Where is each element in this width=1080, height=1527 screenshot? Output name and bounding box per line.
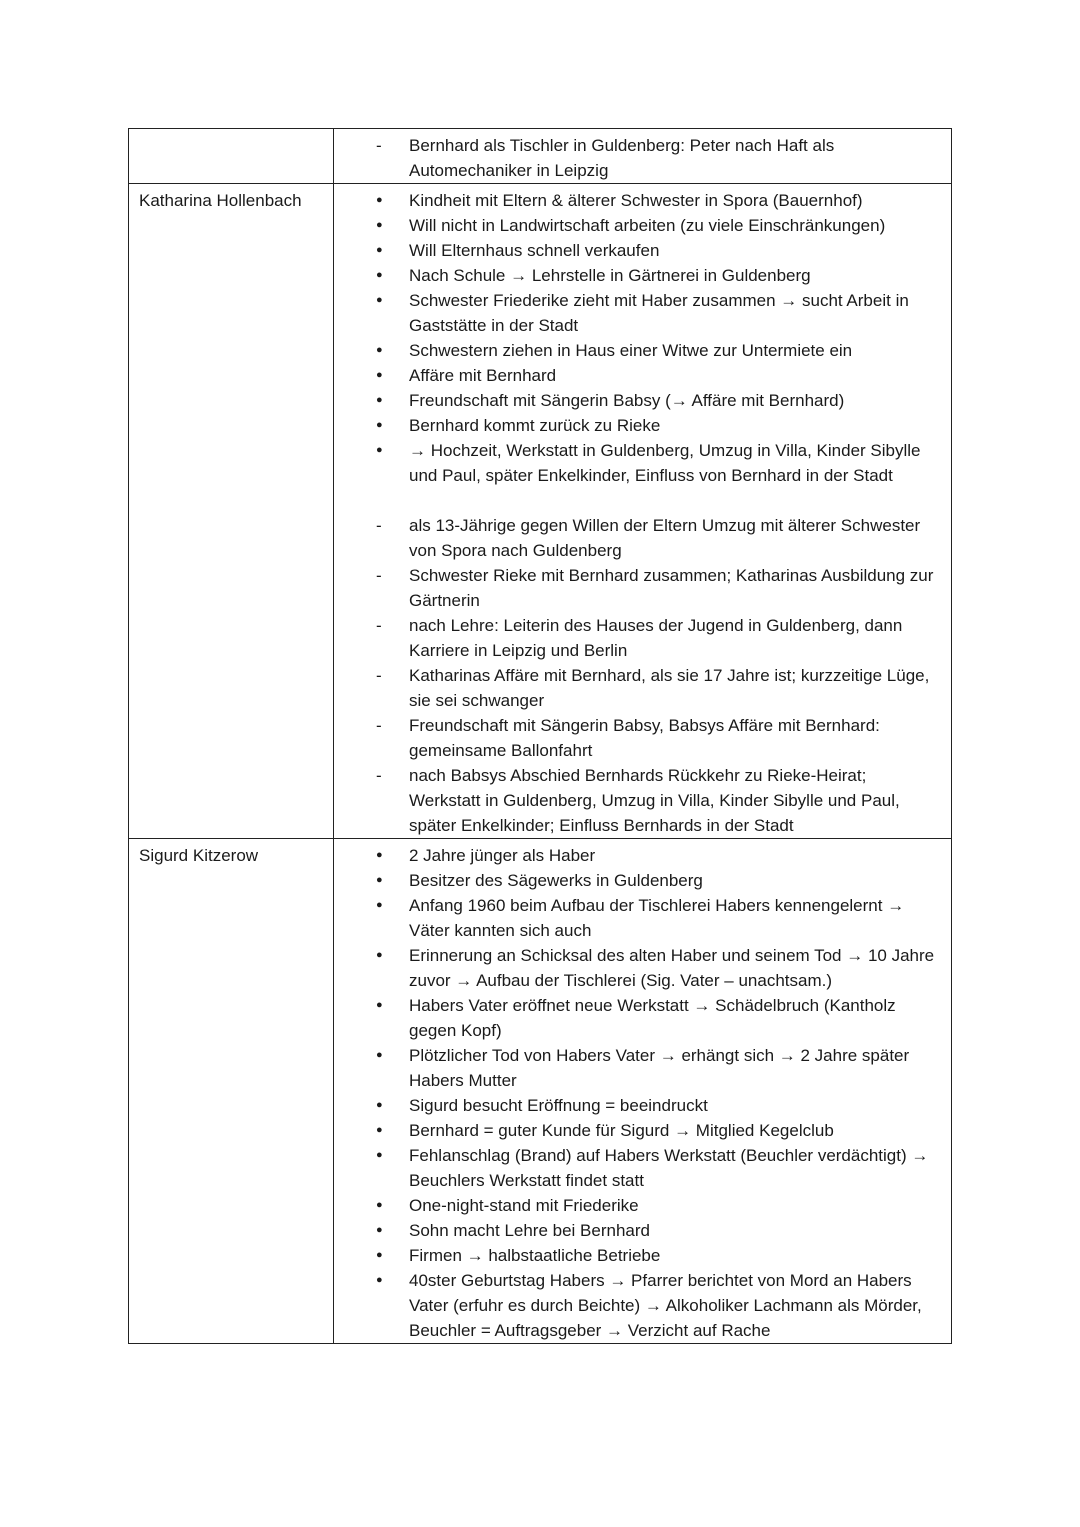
list-item: ● Plötzlicher Tod von Habers Vater → erhängt sich → 2 Jahre später Habers Mutter — [334, 1043, 941, 1093]
character-name: Sigurd Kitzerow — [139, 846, 259, 865]
list-item: - Katharinas Affäre mit Bernhard, als sie 17 Jahre ist; kurzzeitige Lüge, sie sei schwanger — [334, 663, 941, 713]
table-row — [129, 184, 952, 839]
list-item: ● Schwester Friederike zieht mit Haber zusammen → sucht Arbeit in Gaststätte in der Stadt — [334, 288, 941, 338]
notes-list — [334, 839, 951, 1343]
list-item: - Schwester Rieke mit Bernhard zusammen; Katharinas Ausbildung zur Gärtnerin — [334, 563, 941, 613]
character-notes-cell — [334, 129, 952, 184]
list-item: ● Freundschaft mit Sängerin Babsy (→ Affäre mit Bernhard) — [334, 388, 941, 413]
list-item: ● Fehlanschlag (Brand) auf Habers Werkstatt (Beuchler verdächtigt) → Beuchlers Werkstatt findet statt — [334, 1143, 941, 1193]
list-item: - nach Lehre: Leiterin des Hauses der Jugend in Guldenberg, dann Karriere in Leipzig und Berlin — [334, 613, 941, 663]
list-item: ● Will Elternhaus schnell verkaufen — [334, 238, 941, 263]
list-item: - Freundschaft mit Sängerin Babsy, Babsys Affäre mit Bernhard: gemeinsame Ballonfahrt — [334, 713, 941, 763]
list-item: ● → Hochzeit, Werkstatt in Guldenberg, Umzug in Villa, Kinder Sibylle und Paul, später Enkelkinder, Einfluss von Bernhard in der Stadt — [334, 438, 941, 488]
list-item: ● Firmen → halbstaatliche Betriebe — [334, 1243, 941, 1268]
list-item: ● Schwestern ziehen in Haus einer Witwe zur Untermiete ein — [334, 338, 941, 363]
list-item: ● Anfang 1960 beim Aufbau der Tischlerei Habers kennengelernt → Väter kannten sich auch — [334, 893, 941, 943]
character-notes-cell — [334, 839, 952, 1344]
list-item: ● Kindheit mit Eltern & älterer Schwester in Spora (Bauernhof) — [334, 188, 941, 213]
list-item: ● Sigurd besucht Eröffnung = beeindruckt — [334, 1093, 941, 1118]
list-item: ● Bernhard = guter Kunde für Sigurd → Mitglied Kegelclub — [334, 1118, 941, 1143]
list-item: ● Will nicht in Landwirtschaft arbeiten (zu viele Einschränkungen) — [334, 213, 941, 238]
list-item: ● Affäre mit Bernhard — [334, 363, 941, 388]
list-item: ● Sohn macht Lehre bei Bernhard — [334, 1218, 941, 1243]
list-item: - als 13-Jährige gegen Willen der Eltern Umzug mit älterer Schwester von Spora nach Guldenberg — [334, 513, 941, 563]
list-item: ● Habers Vater eröffnet neue Werkstatt → Schädelbruch (Kantholz gegen Kopf) — [334, 993, 941, 1043]
list-item: ● Erinnerung an Schicksal des alten Haber und seinem Tod → 10 Jahre zuvor → Aufbau der Tischlerei (Sig. Vater – unachtsam.) — [334, 943, 941, 993]
notes-list — [334, 129, 951, 183]
list-item: ● Besitzer des Sägewerks in Guldenberg — [334, 868, 941, 893]
table-row — [129, 839, 952, 1344]
table-body — [129, 129, 952, 1344]
list-item: ● 2 Jahre jünger als Haber — [334, 843, 941, 868]
notes-list — [334, 184, 951, 838]
character-notes-table — [128, 128, 952, 1344]
table-row — [129, 129, 952, 184]
character-name-cell — [129, 129, 334, 184]
character-notes-cell — [334, 184, 952, 839]
list-spacer — [334, 488, 941, 513]
list-item: - nach Babsys Abschied Bernhards Rückkehr zu Rieke-Heirat; Werkstatt in Guldenberg, Umzug in Villa, Kinder Sibylle und Paul, später Enkelkinder; Einfluss Bernhards in der Stadt — [334, 763, 941, 838]
character-name: Katharina Hollenbach — [139, 191, 302, 210]
list-item: ● One-night-stand mit Friederike — [334, 1193, 941, 1218]
list-item: ● Bernhard kommt zurück zu Rieke — [334, 413, 941, 438]
list-item: ● 40ster Geburtstag Habers → Pfarrer berichtet von Mord an Habers Vater (erfuhr es durch Beichte) → Alkoholiker Lachmann als Mörder, Beuchler = Auftragsgeber → Verzicht auf Rache — [334, 1268, 941, 1343]
list-item: ● Nach Schule → Lehrstelle in Gärtnerei in Guldenberg — [334, 263, 941, 288]
character-name — [129, 129, 333, 137]
list-item: - Bernhard als Tischler in Guldenberg: Peter nach Haft als Automechaniker in Leipzig — [334, 133, 941, 183]
character-name-cell — [129, 184, 334, 839]
character-name-cell — [129, 839, 334, 1344]
